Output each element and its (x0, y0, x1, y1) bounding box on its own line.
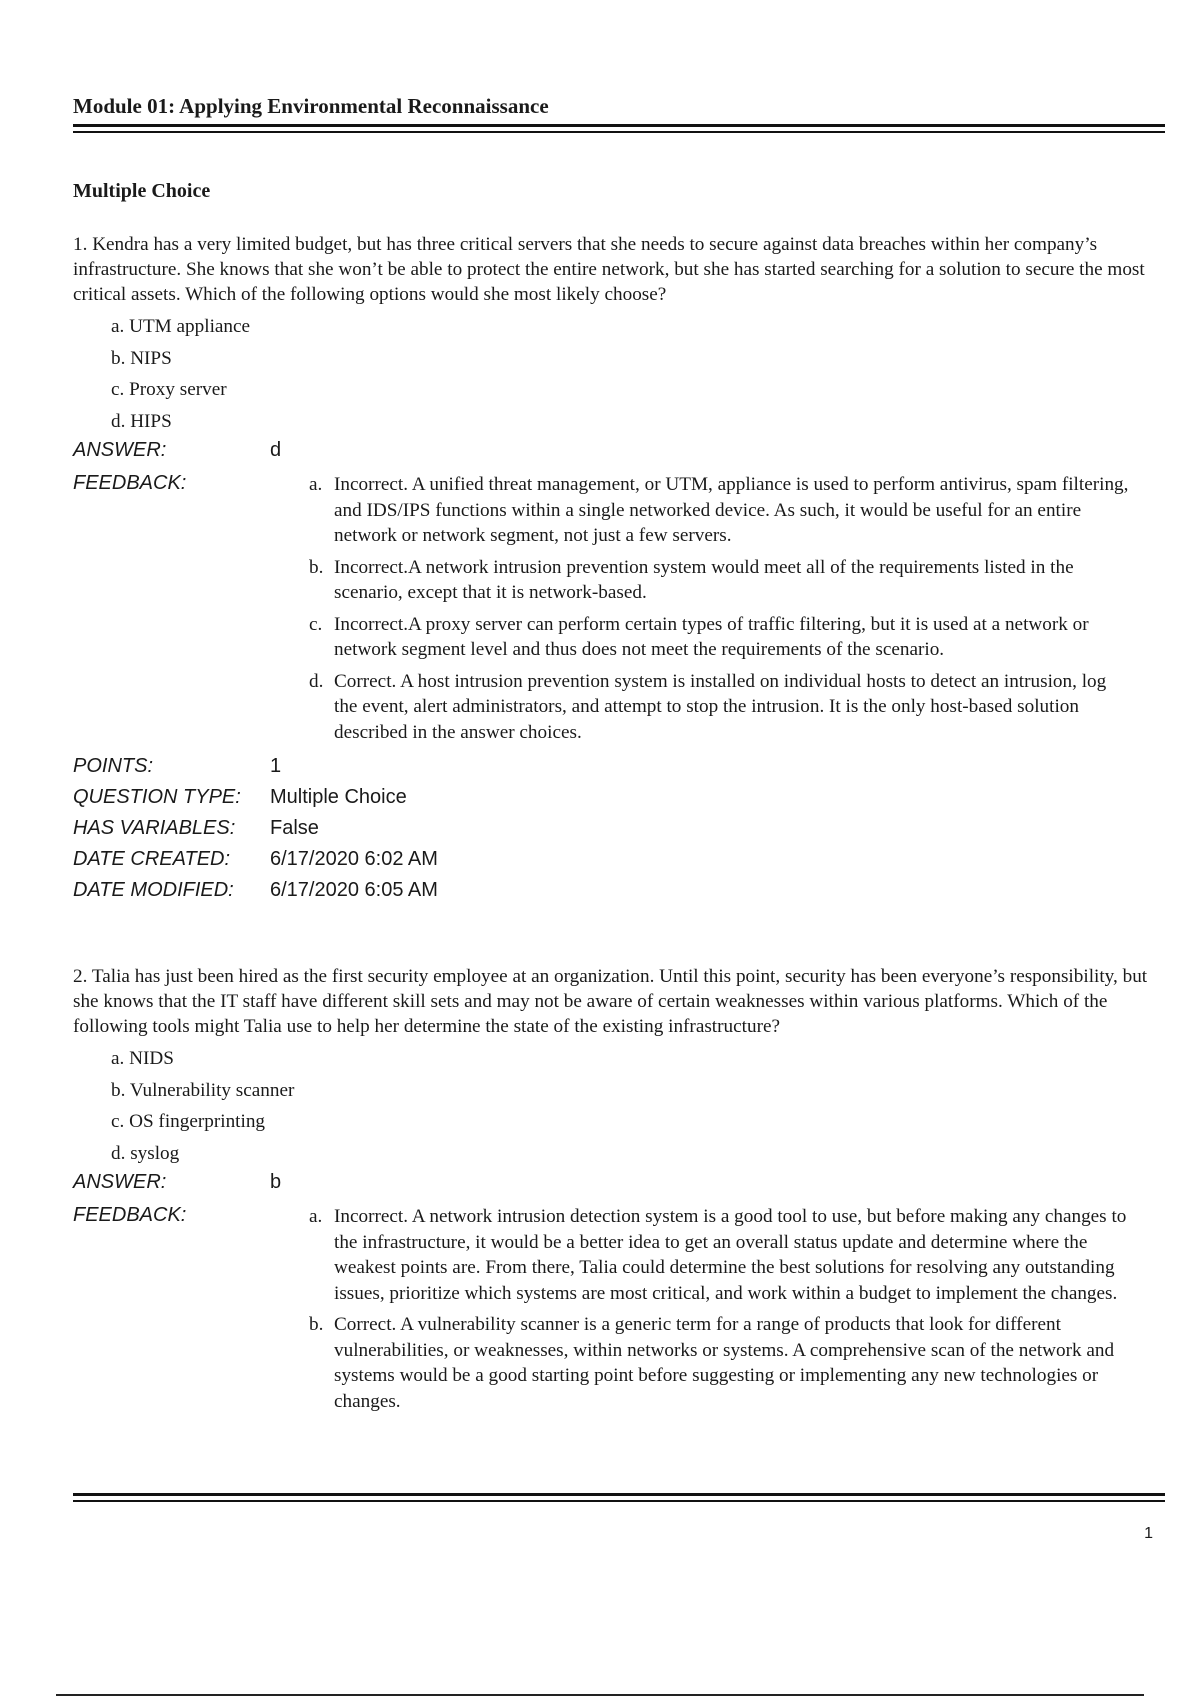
question-1 (73, 232, 1165, 906)
meta-value: Multiple Choice (270, 786, 407, 808)
choice-list (111, 311, 1165, 437)
question-2 (73, 964, 1165, 1420)
module-title: Module 01: Applying Environmental Reconnaissance (73, 94, 549, 118)
question-text: 1. Kendra has a very limited budget, but has three critical servers that she needs to secure against data breaches within her company’s infrastructure. She knows that she won’t be able to protect the entire network, but she has started searching for a solution to secure the most critical assets. Which of the following options would she most likely choose? (73, 234, 1145, 305)
choice-item: d. HIPS (111, 410, 172, 432)
meta-label: QUESTION TYPE: (73, 786, 241, 808)
feedback-item (309, 1204, 1134, 1306)
feedback-list (73, 468, 1165, 745)
header-double-rule (73, 124, 1165, 135)
choice-item: c. Proxy server (111, 379, 227, 400)
meta-value: 1 (270, 755, 282, 777)
meta-label: DATE CREATED: (73, 848, 231, 870)
answer-value: d (270, 439, 282, 461)
meta-value: 6/17/2020 6:02 AM (270, 848, 438, 870)
choice-item: a. UTM appliance (111, 316, 251, 337)
answer-row (73, 435, 1165, 466)
page-number: 1 (1144, 1525, 1153, 1542)
feedback-item (309, 1312, 1134, 1414)
footer-rule-thick (73, 1493, 1165, 1496)
feedback-item (309, 472, 1134, 549)
meta-row-has-variables (73, 813, 1165, 844)
feedback-label: FEEDBACK: (73, 472, 187, 494)
feedback-letter: c. (309, 613, 323, 635)
answer-value: b (270, 1171, 282, 1193)
meta-label: DATE MODIFIED: (73, 879, 234, 901)
header-rule-thick (73, 124, 1165, 127)
feedback-block (73, 468, 1165, 745)
feedback-letter: b. (309, 556, 324, 578)
meta-value: False (270, 817, 319, 839)
answer-label: ANSWER: (73, 1171, 167, 1193)
feedback-label: FEEDBACK: (73, 1204, 187, 1226)
question-meta (73, 751, 1165, 906)
feedback-text: Correct. A vulnerability scanner is a generic term for a range of products that look for different vulnerabilities, or weaknesses, within networks or systems. A comprehensive scan of the network and systems would be a good starting point before suggesting or implementing any new technologies or changes. (334, 1314, 1115, 1412)
feedback-text: Incorrect. A network intrusion detection system is a good tool to use, but before making any changes to the infrastructure, it would be a better idea to get an overall status update and determine where the weakest points are. From there, Talia could determine the best solutions for resolving any outstanding issues, prioritize which systems are most critical, and work within a budget to implement the changes. (334, 1206, 1127, 1304)
feedback-item (309, 612, 1134, 663)
choice-item: a. NIDS (111, 1048, 174, 1069)
meta-row-date-modified (73, 875, 1165, 906)
feedback-block (73, 1200, 1165, 1414)
feedback-text: Incorrect.A proxy server can perform certain types of traffic filtering, but it is used at a network or network segment level and thus does not meet the requirements of the scenario. (334, 613, 1089, 660)
answer-row (73, 1167, 1165, 1198)
choice-item: b. Vulnerability scanner (111, 1079, 295, 1101)
answer-label: ANSWER: (73, 439, 167, 461)
meta-row-points (73, 751, 1165, 782)
feedback-list (73, 1200, 1165, 1414)
feedback-letter: d. (309, 670, 324, 692)
feedback-text: Incorrect. A unified threat management, or UTM, appliance is used to perform antivirus, spam filtering, and IDS/IPS functions within a single networked device. As such, it would be useful for an entire network or network segment, not just a few servers. (334, 474, 1129, 546)
feedback-letter: a. (309, 474, 323, 495)
choice-list (111, 1043, 1165, 1169)
feedback-letter: a. (309, 1206, 323, 1227)
choice-item: d. syslog (111, 1142, 180, 1164)
meta-value: 6/17/2020 6:05 AM (270, 879, 438, 901)
meta-label: POINTS: (73, 755, 154, 777)
meta-row-date-created (73, 844, 1165, 875)
footer-rule-thin (73, 1500, 1165, 1502)
feedback-text: Correct. A host intrusion prevention system is installed on individual hosts to detect an intrusion, log the event, alert administrators, and attempt to stop the intrusion. It is the only host-based solution described in the answer choices. (334, 670, 1107, 743)
question-text: 2. Talia has just been hired as the first security employee at an organization. Until this point, security has been everyone’s responsibility, but she knows that the IT staff have different skill sets and may not be aware of certain weaknesses within various platforms. Which of the following tools might Talia use to help her determine the state of the existing infrastructure? (73, 966, 1148, 1037)
header-rule-thin (73, 131, 1165, 133)
meta-label: HAS VARIABLES: (73, 817, 236, 839)
choice-item: c. OS fingerprinting (111, 1111, 266, 1132)
footer-double-rule (73, 1493, 1165, 1504)
meta-row-question-type (73, 782, 1165, 813)
feedback-letter: b. (309, 1314, 324, 1335)
choice-item: b. NIPS (111, 347, 172, 369)
page-bottom-line (56, 1694, 1144, 1696)
feedback-item (309, 555, 1134, 606)
feedback-item (309, 669, 1134, 746)
feedback-text: Incorrect.A network intrusion prevention system would meet all of the requirements listed in the scenario, except that it is network-based. (334, 556, 1074, 603)
section-title: Multiple Choice (73, 180, 211, 202)
